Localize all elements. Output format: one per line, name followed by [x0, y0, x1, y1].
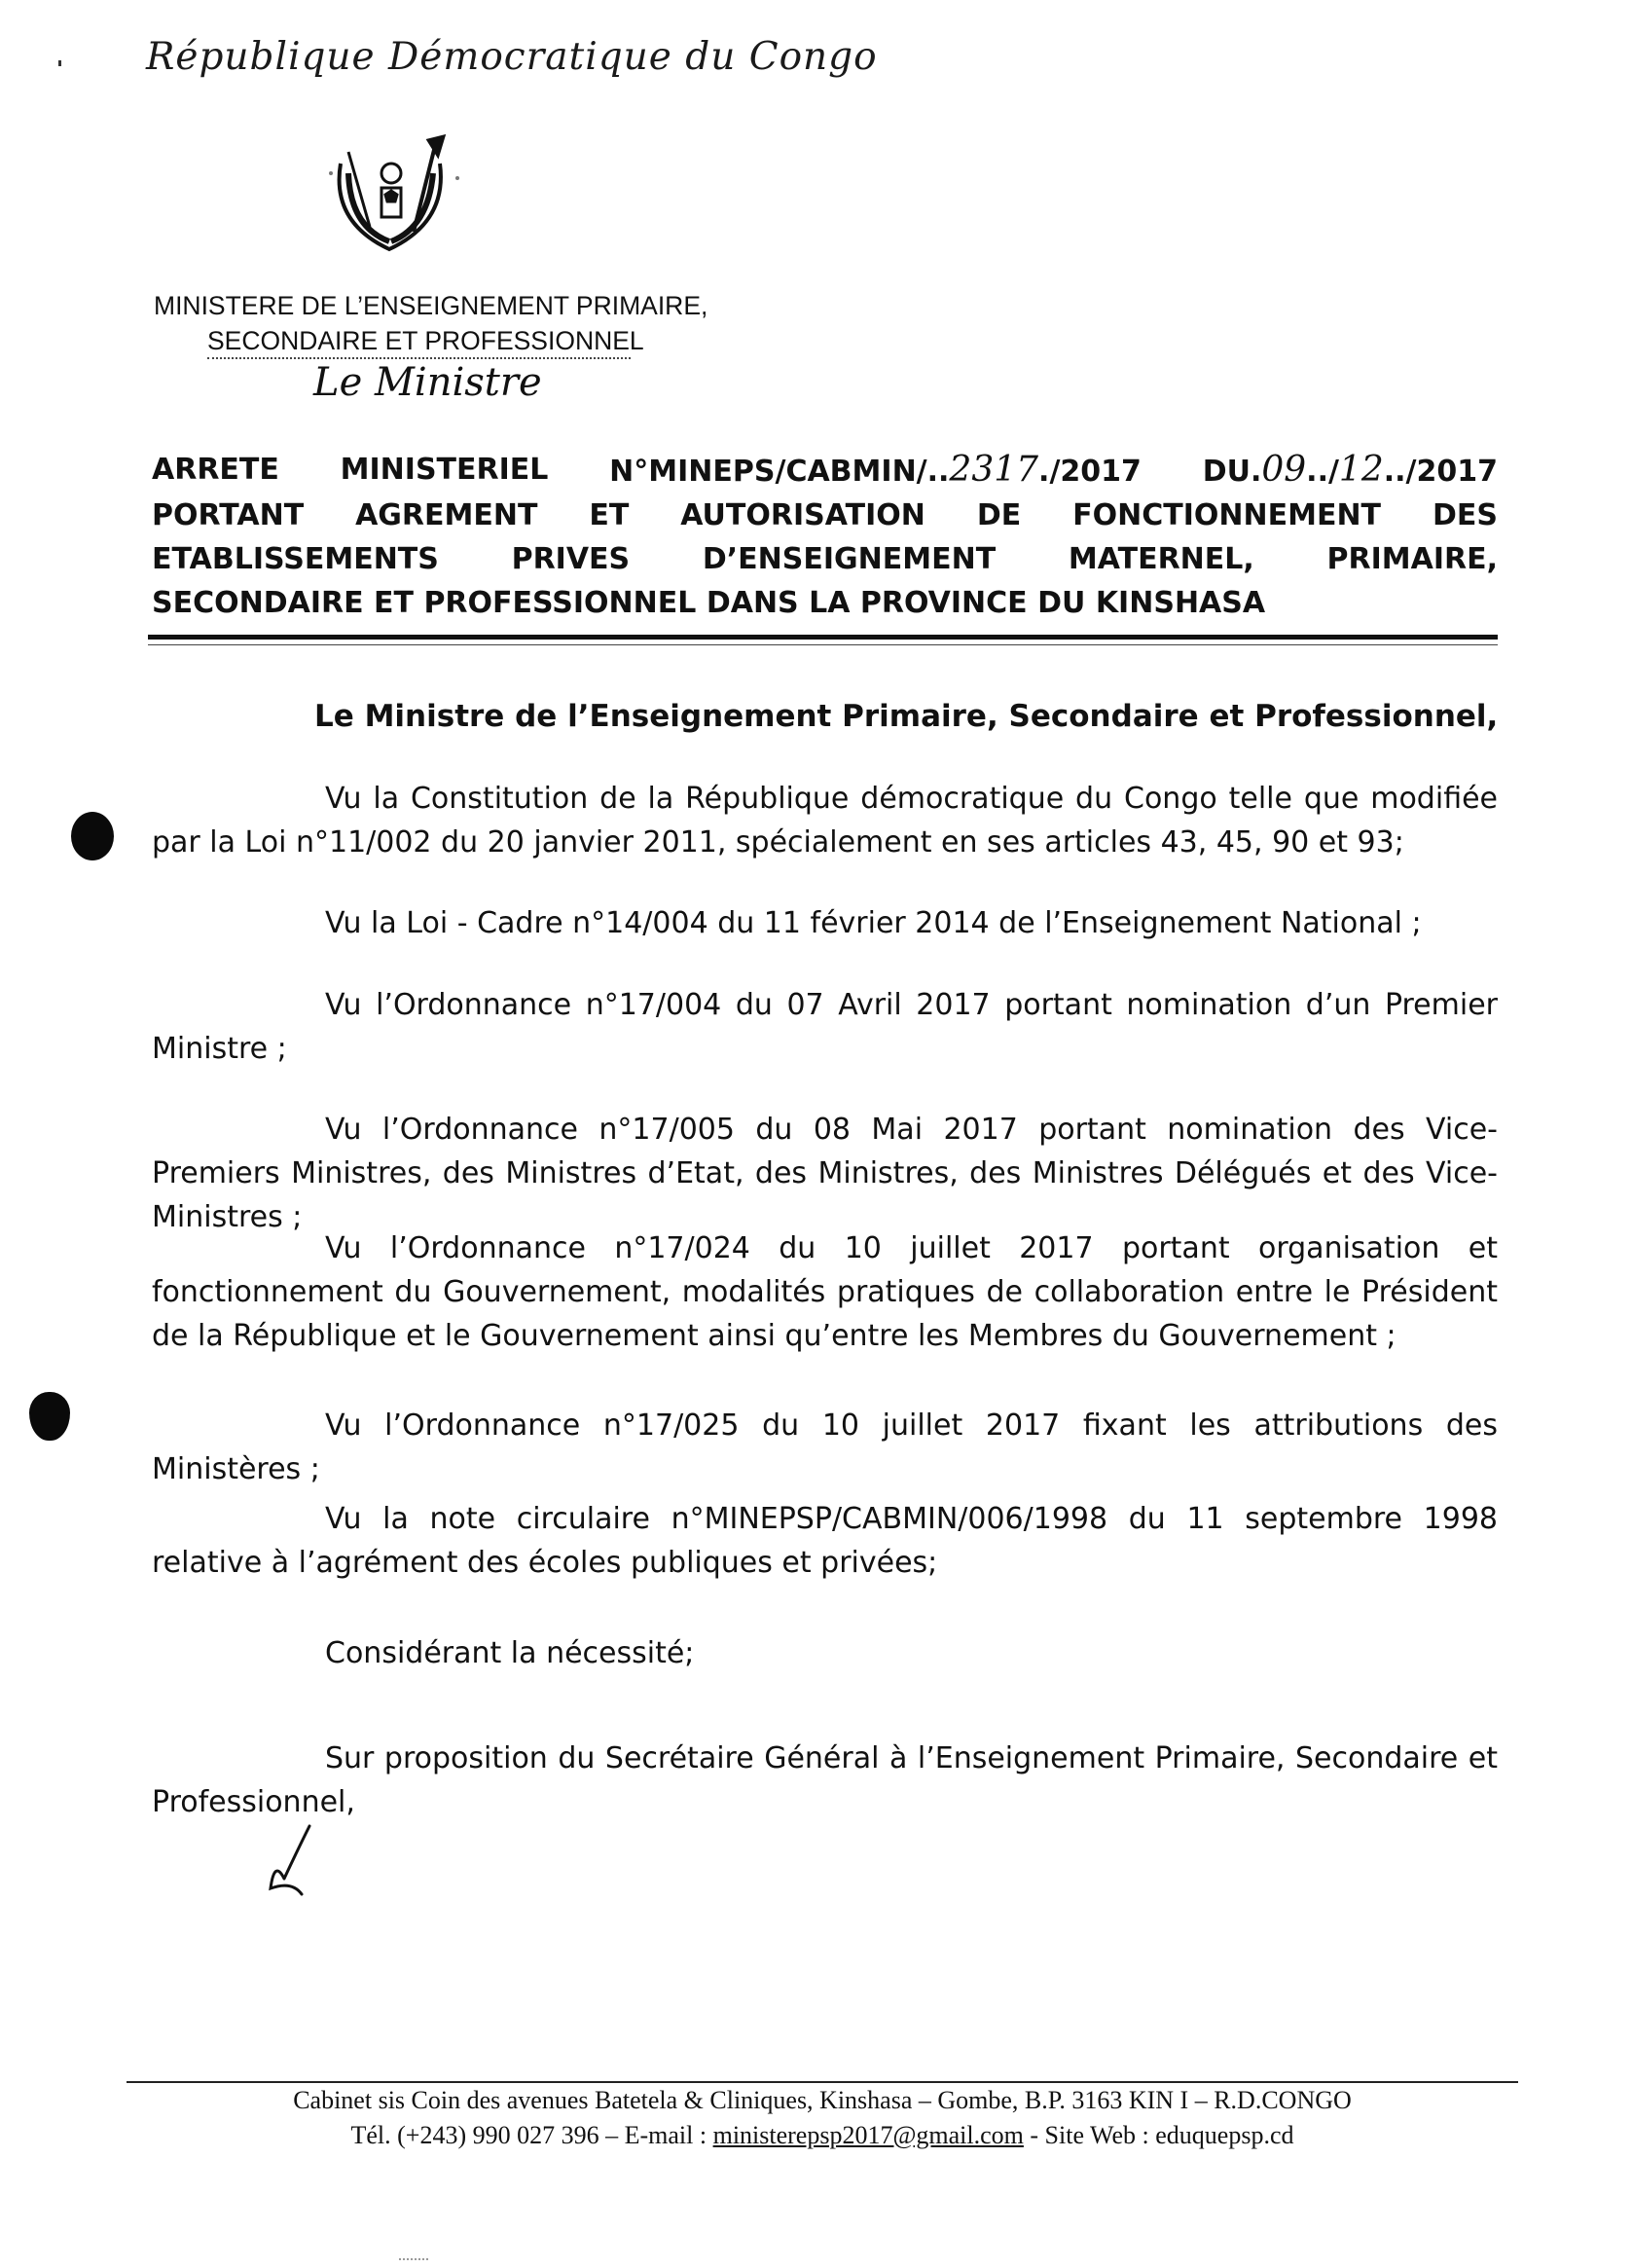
- footer: [127, 2083, 1518, 2153]
- paragraph-ordonnance-025: Vu l’Ordonnance n°17/025 du 10 juillet 2017 fixant les attributions des Ministères ;: [152, 1408, 1498, 1486]
- decree-word: MATERNEL,: [1068, 542, 1254, 576]
- paragraph-ordonnance-005: Vu l’Ordonnance n°17/005 du 08 Mai 2017 portant nomination des Vice-Premiers Ministres, des Ministres d’Etat, des Ministres, des Ministres Délégués et des Vice-Ministres ;: [152, 1113, 1498, 1234]
- ministry-line-2: SECONDAIRE ET PROFESSIONNEL: [207, 326, 644, 355]
- dotted-divider: [207, 357, 631, 359]
- decree-line-3: [152, 537, 1498, 581]
- punch-hole-icon: [71, 812, 114, 860]
- decree-word: FONCTIONNEMENT: [1072, 498, 1382, 532]
- decree-title: [152, 448, 1498, 625]
- decree-word: D’ENSEIGNEMENT: [702, 542, 997, 576]
- paragraph-proposition: Sur proposition du Secrétaire Général à l’Enseignement Primaire, Secondaire et Professionnel,: [152, 1741, 1498, 1819]
- handwritten-day: 09: [1261, 450, 1307, 490]
- paragraph-note-circulaire: Vu la note circulaire n°MINEPSP/CABMIN/006/1998 du 11 septembre 1998 relative à l’agrément des écoles publiques et privées;: [152, 1502, 1498, 1580]
- decree-date: DU.09../12../2017: [1202, 450, 1498, 490]
- decree-word: AGREMENT: [355, 498, 538, 532]
- preamble-heading: Le Ministre de l’Enseignement Primaire, Secondaire et Professionnel,: [314, 699, 1499, 734]
- title-rule: [148, 635, 1498, 640]
- handwritten-number: 2317: [949, 450, 1039, 490]
- decree-word: AUTORISATION: [680, 498, 925, 532]
- handwritten-month: 12: [1338, 450, 1384, 490]
- paragraph-considerant: Considérant la nécessité;: [325, 1636, 695, 1670]
- decree-line-4: SECONDAIRE ET PROFESSIONNEL DANS LA PROVINCE DU KINSHASA: [152, 586, 1266, 620]
- handwritten-initial: [263, 1820, 341, 1898]
- scan-artifact: [399, 2258, 428, 2260]
- paragraph-ordonnance-024: Vu l’Ordonnance n°17/024 du 10 juillet 2017 portant organisation et fonctionnement du Gouvernement, modalités pratiques de collaboration entre le Président de la République et le Gouvernement ainsi qu’entre les Membres du Gouvernement ;: [152, 1231, 1498, 1353]
- decree-line-1: [152, 448, 1498, 494]
- ministry-name: [154, 288, 707, 358]
- decree-word: ET: [589, 498, 630, 532]
- decree-line-2: [152, 494, 1498, 537]
- ministry-line-1: MINISTERE DE L’ENSEIGNEMENT PRIMAIRE,: [154, 291, 708, 320]
- le-ministre-title: Le Ministre: [313, 360, 542, 405]
- decree-word: DE: [976, 498, 1022, 532]
- decree-word: PORTANT: [152, 498, 305, 532]
- email-link[interactable]: ministerepsp2017@gmail.com: [712, 2121, 1024, 2149]
- scan-mark: [58, 60, 61, 66]
- decree-word: MINISTERIEL: [340, 453, 549, 487]
- republic-title: République Démocratique du Congo: [146, 35, 878, 79]
- footer-contact: Tél. (+243) 990 027 396 – E-mail : ministerepsp2017@gmail.com - Site Web : eduquepsp.cd: [350, 2121, 1294, 2149]
- paragraph-loi-cadre: Vu la Loi - Cadre n°14/004 du 11 février 2014 de l’Enseignement National ;: [325, 906, 1422, 940]
- punch-hole-icon: [29, 1392, 70, 1441]
- decree-number: N°MINEPS/CABMIN/..2317./2017: [609, 450, 1142, 490]
- paragraph-constitution: Vu la Constitution de la République démocratique du Congo telle que modifiée par la Loi n°11/002 du 20 janvier 2011, spécialement en ses articles 43, 45, 90 et 93;: [152, 782, 1498, 860]
- decree-word: PRIMAIRE,: [1326, 542, 1498, 576]
- coat-of-arms-icon: [321, 134, 467, 271]
- decree-word: ETABLISSEMENTS: [152, 542, 439, 576]
- title-rule-thin: [148, 644, 1498, 645]
- decree-word: PRIVES: [511, 542, 631, 576]
- decree-word: DES: [1432, 498, 1498, 532]
- paragraph-ordonnance-004: Vu l’Ordonnance n°17/004 du 07 Avril 2017 portant nomination d’un Premier Ministre ;: [152, 988, 1498, 1066]
- decree-word: ARRETE: [152, 453, 279, 487]
- footer-address: Cabinet sis Coin des avenues Batetela & Cliniques, Kinshasa – Gombe, B.P. 3163 KIN I – R.D.CONGO: [293, 2086, 1352, 2114]
